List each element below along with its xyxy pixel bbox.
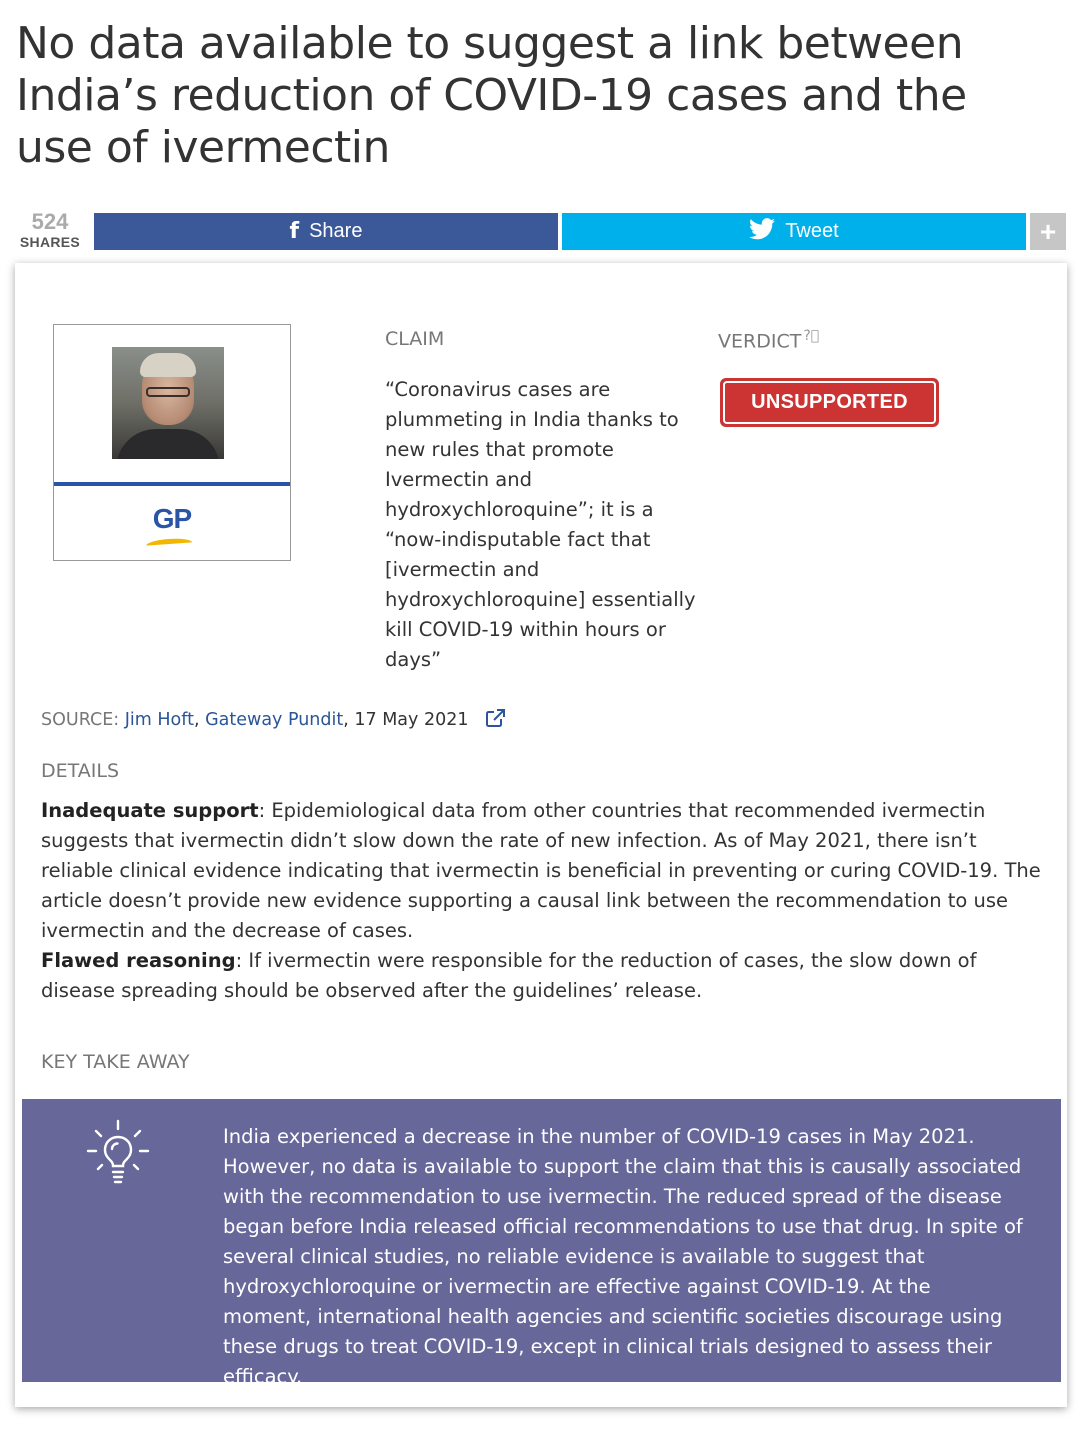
verdict-value: UNSUPPORTED — [723, 381, 936, 424]
more-share-button[interactable]: + — [1030, 213, 1066, 250]
fact-check-card — [15, 263, 1067, 1407]
facebook-share-label: Share — [309, 220, 363, 242]
twitter-bird-icon — [749, 218, 775, 246]
detail-text: : Epidemiological data from other countries that recommended ivermectin suggests that ivermectin didn’t slow down the rate of new infection. As of May 2021, there isn’t reliable clinical evidence indicating that ivermectin is beneficial in preventing or curing COVID-19. The article doesn’t provide new evidence supporting a causal link between the recommendation to use ivermectin and the decrease of cases. — [41, 799, 1041, 942]
share-count-number: 524 — [31, 209, 69, 234]
external-link-icon[interactable] — [486, 709, 505, 732]
logo-swoosh — [146, 537, 192, 545]
source-line: SOURCE: Jim Hoft, Gateway Pundit, 17 May 2021 — [41, 709, 505, 732]
source-date: 17 May 2021 — [354, 710, 469, 730]
key-take-away-box — [22, 1099, 1061, 1388]
author-photo — [112, 347, 224, 459]
key-take-away-text: India experienced a decrease in the number of COVID-19 cases in May 2021. However, no data is available to support the claim that this is causally associated with the recommendation to use ivermectin. The reduced spread of the disease began before India released official recommendations to use that drug. In spite of several clinical studies, no reliable evidence is available to suggest that hydroxychloroquine or ivermectin are effective against COVID-19. At the moment, international health agencies and scientific societies discourage using these drugs to treat COVID-19, except in clinical trials designed to assess their efficacy. — [223, 1125, 1023, 1388]
share-bar — [14, 210, 1070, 254]
verdict-badge — [720, 378, 939, 427]
twitter-tweet-button[interactable] — [562, 213, 1026, 250]
detail-text: : If ivermectin were responsible for the reduction of cases, the slow down of disease spreading should be observed after the guidelines’ release. — [41, 949, 977, 1002]
gateway-pundit-logo: GP — [152, 503, 192, 534]
claim-text: “Coronavirus cases are plummeting in India thanks to new rules that promote Ivermectin and hydroxychloroquine”; it is a “now-indisputable fact that [ivermectin and hydroxychloroquine] essentially kill COVID-19 within hours or days” — [385, 378, 696, 671]
source-outlet-link[interactable]: Gateway Pundit — [205, 710, 344, 730]
source-label: SOURCE: — [41, 710, 120, 730]
verdict-label: VERDICT — [718, 330, 802, 353]
article-headline: No data available to suggest a link between India’s reduction of COVID-19 cases and the use of ivermectin — [16, 18, 967, 173]
facebook-share-button[interactable] — [94, 213, 558, 250]
source-logo-box — [53, 324, 291, 561]
details-label: DETAILS — [41, 760, 120, 782]
lightbulb-icon — [82, 1117, 154, 1194]
share-count — [14, 210, 86, 250]
detail-item-flawed-reasoning — [41, 946, 1041, 1006]
detail-item-inadequate-support — [41, 796, 1041, 946]
detail-term: Inadequate support — [41, 799, 259, 822]
claim-label: CLAIM — [385, 328, 445, 350]
facebook-icon: f — [289, 219, 300, 244]
question-circle-icon[interactable]: ?⃝ — [803, 328, 820, 344]
verdict-label-wrap — [718, 328, 819, 352]
logo-divider — [54, 482, 290, 486]
twitter-tweet-label: Tweet — [785, 220, 839, 242]
share-count-label: SHARES — [19, 234, 81, 250]
key-take-away-label: KEY TAKE AWAY — [41, 1051, 190, 1073]
detail-term: Flawed reasoning — [41, 949, 236, 972]
source-author-link[interactable]: Jim Hoft — [124, 710, 194, 730]
details-body — [41, 796, 1041, 1006]
